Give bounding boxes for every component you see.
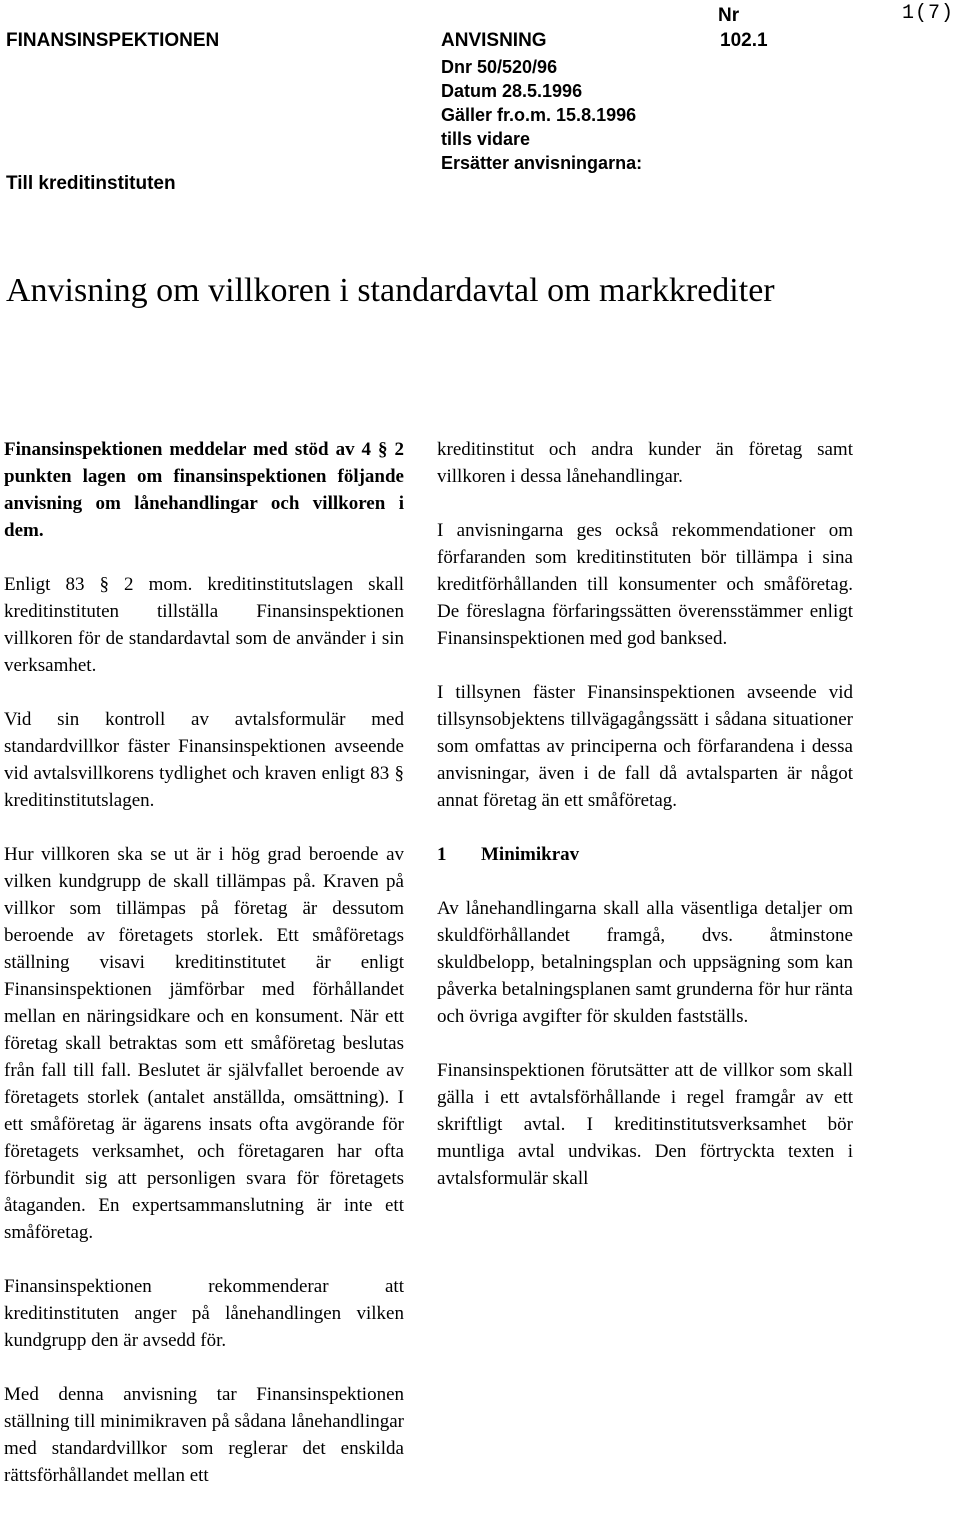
meta-replaces: Ersätter anvisningarna: — [441, 153, 643, 173]
recipient: Till kreditinstituten — [6, 173, 176, 194]
meta-date: Datum 28.5.1996 — [441, 81, 583, 101]
paragraph: I tillsynen fäster Finansinspektionen avseende vid tillsynsobjektens tillvägagångssätt i sådana situationer som omfattas av principerna och förfarandena i dessa anvisningar, även i de fall då avtalsparten är något annat företag än ett småföretag. — [437, 682, 853, 811]
section-number: 1 — [437, 844, 447, 865]
paragraph: kreditinstitut och andra kunder än företag samt villkoren i dessa lånehandlingar. — [437, 439, 853, 487]
document-type: ANVISNING — [441, 30, 547, 51]
paragraph: I anvisningarna ges också rekommendationer om förfaranden som kreditinstituten bör tillämpa i sina kreditförhållanden till konsumenter och småföretag. De föreslagna förfaringssätten överensstämmer enligt Finansinspektionen med god banksed. — [437, 520, 853, 649]
section-title: Minimikrav — [481, 844, 580, 865]
meta-valid-until: tills vidare — [441, 129, 531, 149]
meta-valid-from: Gäller fr.o.m. 15.8.1996 — [441, 105, 637, 125]
document-number: 102.1 — [720, 30, 768, 51]
left-column — [4, 436, 404, 1516]
meta-dnr: Dnr 50/520/96 — [441, 57, 558, 77]
paragraph: Med denna anvisning tar Finansinspektionen ställning till minimikraven på sådana lånehandlingar med standardvillkor som reglerar det enskilda rättsförhållandet mellan ett — [4, 1384, 404, 1486]
paragraph: Av lånehandlingarna skall alla väsentliga detaljer om skuldförhållandet framgå, dvs. åtminstone skuldbelopp, betalningsplan och uppsägning som kan påverka betalningsplanen samt grunderna för hur ränta och övriga avgifter för skulden fastställs. — [437, 898, 853, 1027]
document-metadata — [441, 31, 642, 175]
document-title: Anvisning om villkoren i standardavtal om markkrediter — [6, 272, 775, 309]
paragraph: Enligt 83 § 2 mom. kreditinstitutslagen skall kreditinstituten tillställa Finansinspektionen villkoren för de standardavtal som de använder i sin verksamhet. — [4, 574, 404, 676]
section-heading — [437, 841, 853, 868]
page-number: 1(7) — [901, 2, 954, 25]
paragraph: Finansinspektionen rekommenderar att kreditinstituten anger på lånehandlingen vilken kundgrupp den är avsedd för. — [4, 1276, 404, 1351]
authority-name: FINANSINSPEKTIONEN — [6, 30, 220, 51]
number-label: Nr — [718, 5, 740, 26]
right-column — [437, 436, 853, 1219]
paragraph: Hur villkoren ska se ut är i hög grad beroende av vilken kundgrupp de skall tillämpas på. Kraven på villkor som tillämpas på företag är dessutom beroende av företagets storlek. Ett småföretags ställning visavi kreditinstitutet är enligt Finansinspektionen jämförbar med förhållandet mellan en näringsidkare och en konsument. När ett företag skall betraktas som ett småföretag beslutas från fall till fall. Beslutet är självfallet beroende av företagets storlek (antalet anställda, omsättning). I ett småföretag är ägarens insats ofta avgörande för företagets verksamhet, och företagaren har ofta förbundit sig att personligen svara för företagets åtaganden. En expertsammanslutning är inte ett småföretag. — [4, 844, 404, 1243]
paragraph: Vid sin kontroll av avtalsformulär med standardvillkor fäster Finansinspektionen avseende vid avtalsvillkorens tydlighet och kraven enligt 83 § kreditinstitutslagen. — [4, 709, 404, 811]
intro-paragraph: Finansinspektionen meddelar med stöd av 4 § 2 punkten lagen om finansinspektionen följande anvisning om lånehandlingar och villkoren i dem. — [4, 439, 404, 541]
paragraph: Finansinspektionen förutsätter att de villkor som skall gälla i ett avtalsförhållande i regel framgår av ett skriftligt avtal. I kreditinstitutsverksamhet bör muntliga avtal undvikas. Den förtryckta texten i avtalsformulär skall — [437, 1060, 853, 1189]
